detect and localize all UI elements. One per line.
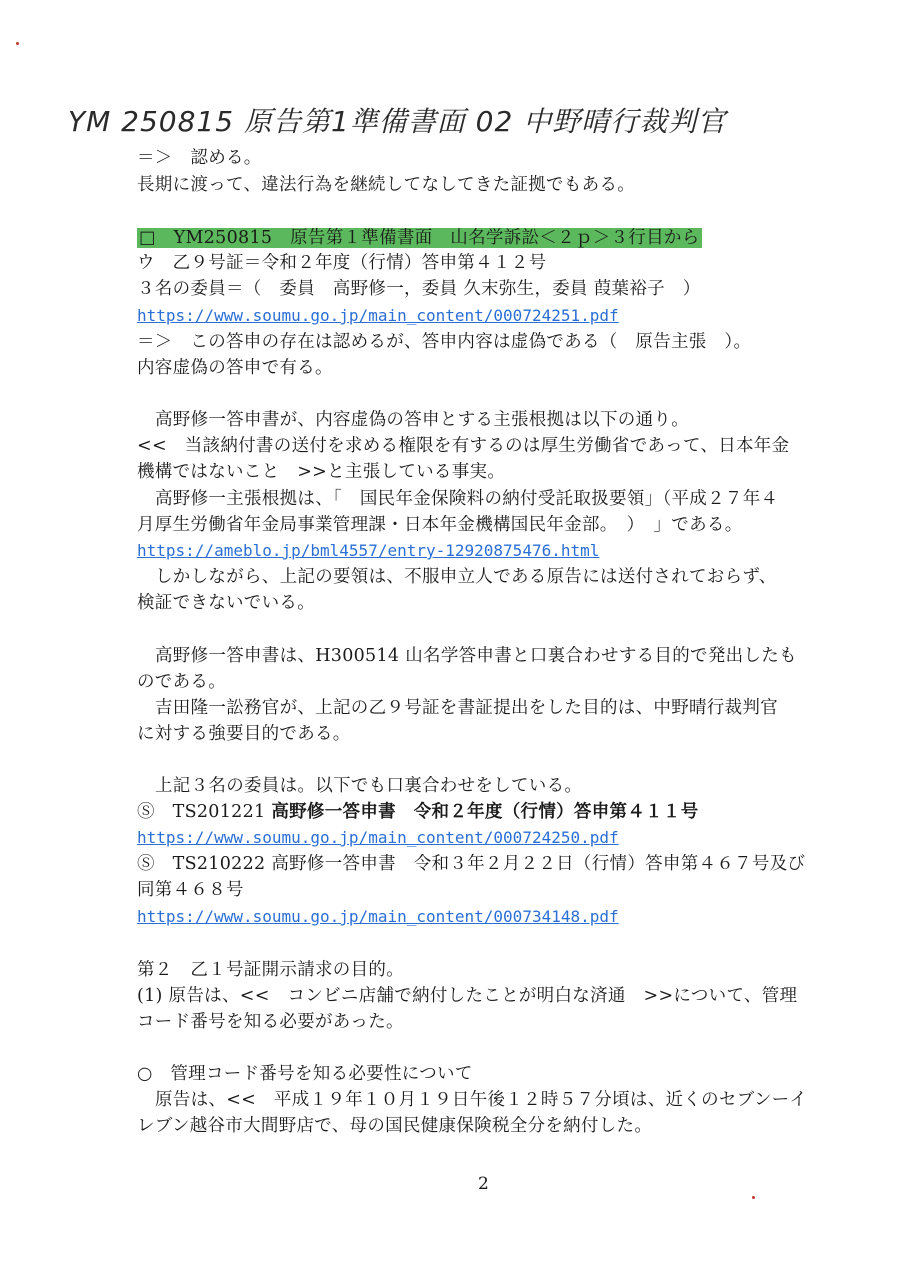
bold-title: 高野修一答申書 令和２年度（行情）答申第４１１号 — [271, 802, 699, 822]
scan-speck — [16, 42, 19, 45]
text-line — [137, 799, 699, 825]
highlighted-heading — [137, 225, 702, 251]
text-line: 高野修一主張根拠は、「 国民年金保険料の納付受託取扱要領」（平成２７年４ — [155, 489, 779, 509]
text-line: 高野修一答申書は、H300514 山名学答申書と口裏合わせする目的で発出したも — [155, 646, 797, 666]
text-line: ＝＞ 認める。 — [137, 148, 262, 168]
text-line: 上記３名の委員は。以下でも口裏合わせをしている。 — [155, 776, 583, 796]
text-line: ＝＞ この答申の存在は認めるが、答申内容は虚偽である（ 原告主張 ）。 — [137, 332, 752, 352]
scan-speck — [752, 1196, 755, 1199]
text-line: 機構ではないこと >>と主張している事実。 — [137, 462, 506, 482]
text-line: しかしながら、上記の要領は、不服申立人である原告には送付されておらず、 — [155, 567, 777, 587]
url-link[interactable]: https://www.soumu.go.jp/main_content/000724251.pdf — [137, 306, 619, 325]
text-line: 原告は、<< 平成１９年１０月１９日午後１２時５７分頃は、近くのセブンーイ — [155, 1090, 808, 1110]
text-line: レブン越谷市大間野店で、母の国民健康保険税全分を納付した。 — [137, 1116, 653, 1136]
text-line: 同第４６８号 — [137, 880, 244, 900]
url-line[interactable] — [137, 538, 599, 564]
text-line: 検証できないでいる。 — [137, 593, 315, 613]
text-line: ウ 乙９号証＝令和２年度（行情）答申第４１２号 — [137, 253, 547, 273]
doc-id: Ⓢ TS201221 — [137, 802, 272, 822]
url-link[interactable]: https://ameblo.jp/bml4557/entry-12920875476.html — [137, 541, 600, 560]
url-link[interactable]: https://www.soumu.go.jp/main_content/000734148.pdf — [137, 907, 619, 926]
text-line: ３名の委員＝（ 委員 高野修一，委員 久末弥生，委員 葭葉裕子 ） — [137, 279, 701, 299]
text-line: ○ 管理コード番号を知る必要性について — [137, 1064, 473, 1084]
text-line: 内容虚偽の答申で有る。 — [137, 358, 333, 378]
text-line: 長期に渡って、違法行為を継続してなしてきた証拠でもある。 — [137, 175, 636, 195]
handwritten-note: YM 250815 原告第1準備書面 02 中野晴行裁判官 — [68, 105, 727, 138]
text-line: << 当該納付書の送付を求める権限を有するのは厚生労働省であって、日本年金 — [137, 436, 790, 456]
page-number: 2 — [478, 1174, 489, 1194]
section-heading: 第２ 乙１号証開示請求の目的。 — [137, 960, 404, 980]
heading-highlight: □ YM250815 原告第１準備書面 山名学訴訟＜２ｐ＞３行目から — [139, 228, 700, 248]
url-link[interactable]: https://www.soumu.go.jp/main_content/000724250.pdf — [137, 828, 619, 847]
text-line: 吉田隆一訟務官が、上記の乙９号証を書証提出をした目的は、中野晴行裁判官 — [155, 698, 778, 718]
text-line: のである。 — [137, 672, 226, 692]
text-line: Ⓢ TS210222 高野修一答申書 令和３年２月２２日（行情）答申第４６７号及び — [137, 854, 806, 874]
url-line[interactable] — [137, 303, 619, 329]
text-line: (1) 原告は、<< コンビニ店舗で納付したことが明白な済通 >>について、管理 — [137, 986, 798, 1006]
text-line: コード番号を知る必要があった。 — [137, 1012, 404, 1032]
text-line: 月厚生労働省年金局事業管理課・日本年金機構国民年金部。 ） 」である。 — [137, 515, 743, 535]
text-line: 高野修一答申書が、内容虚偽の答申とする主張根拠は以下の通り。 — [155, 410, 689, 430]
url-line[interactable] — [137, 825, 619, 851]
url-line[interactable] — [137, 904, 619, 930]
text-line: に対する強要目的である。 — [137, 724, 351, 744]
